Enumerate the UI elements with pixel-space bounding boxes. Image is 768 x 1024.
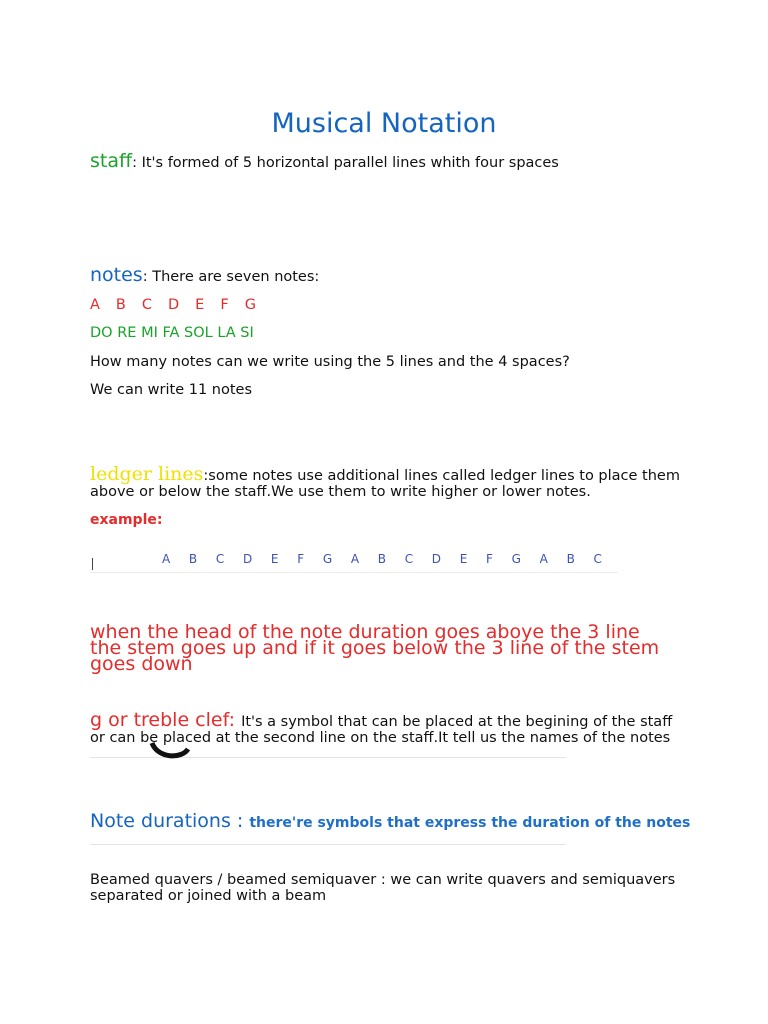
stem-direction-rule: when the head of the note duration goes aboye the 3 line the stem goes up and if it goes below the 3 line of the stem goes down — [90, 621, 660, 675]
example-letter: E — [459, 552, 468, 566]
ledger-lines-term: ledger lines — [90, 463, 204, 485]
example-letter: E — [270, 552, 279, 566]
treble-clef-icon — [148, 737, 192, 761]
ledger-example-letters — [162, 552, 602, 566]
example-letter: C — [215, 552, 225, 566]
example-letter: A — [539, 552, 548, 566]
notes-paragraph — [90, 264, 319, 286]
example-letter: B — [377, 552, 386, 566]
note-letter: A — [90, 297, 100, 313]
solfege-name: SOL — [184, 325, 213, 341]
example-letter: D — [242, 552, 253, 566]
example-letter: B — [566, 552, 575, 566]
term-colon: : — [228, 709, 242, 731]
example-letter: C — [593, 552, 602, 566]
example-letter: F — [486, 552, 493, 566]
example-letter: C — [404, 552, 414, 566]
solfege-name: RE — [117, 325, 137, 341]
notes-term: notes — [90, 264, 143, 286]
example-letter: G — [322, 552, 333, 566]
treble-clef-term: g or treble clef — [90, 709, 229, 731]
notes-definition: : There are seven notes: — [142, 269, 320, 285]
example-letter: A — [350, 552, 360, 566]
note-letter: E — [195, 297, 205, 313]
notes-question: How many notes can we write using the 5 lines and the 4 spaces? — [90, 354, 570, 370]
ledger-example-strip — [90, 552, 618, 573]
ledger-paragraph — [90, 463, 680, 500]
durations-paragraph — [90, 810, 690, 832]
ledger-definition: :some notes use additional lines called ledger lines to place them above or below the staff.We use them to write higher or lower notes. — [90, 468, 680, 500]
solfege-name: FA — [162, 325, 180, 341]
example-letter: A — [162, 552, 171, 566]
solfege-name: LA — [217, 325, 236, 341]
treble-clef-definition: It's a symbol that can be placed at the begining of the staff or can be placed at the second line on the staff.It tell us the names of the notes — [90, 714, 673, 746]
staff-paragraph — [90, 150, 559, 172]
solfege-name: SI — [240, 325, 254, 341]
note-letter: B — [115, 297, 126, 313]
example-letter: F — [297, 552, 305, 566]
note-durations-definition: there're symbols that express the duration of the notes — [249, 815, 691, 831]
page-title: Musical Notation — [271, 108, 497, 139]
note-letters — [90, 297, 256, 313]
example-letter: B — [188, 552, 198, 566]
barline — [92, 558, 93, 570]
note-letter: D — [168, 297, 180, 313]
staff-fragment-line — [90, 844, 566, 845]
example-letter: D — [431, 552, 442, 566]
example-letter: G — [511, 552, 521, 566]
example-label: example: — [90, 512, 163, 528]
notes-answer: We can write 11 notes — [90, 382, 253, 398]
solfege-name: DO — [90, 325, 113, 341]
solfege-name: MI — [141, 325, 158, 341]
note-letter: C — [141, 297, 152, 313]
note-letter: G — [244, 297, 256, 313]
solfege-names — [90, 325, 254, 341]
staff-term: staff — [90, 150, 133, 172]
note-letter: F — [220, 297, 229, 313]
note-durations-term: Note durations — [90, 810, 231, 832]
beamed-notes-paragraph: Beamed quavers / beamed semiquaver : we can write quavers and semiquavers separated or joined with a beam — [90, 872, 676, 904]
staff-definition: : It's formed of 5 horizontal parallel lines whith four spaces — [132, 155, 559, 171]
term-colon: : — [230, 810, 250, 832]
